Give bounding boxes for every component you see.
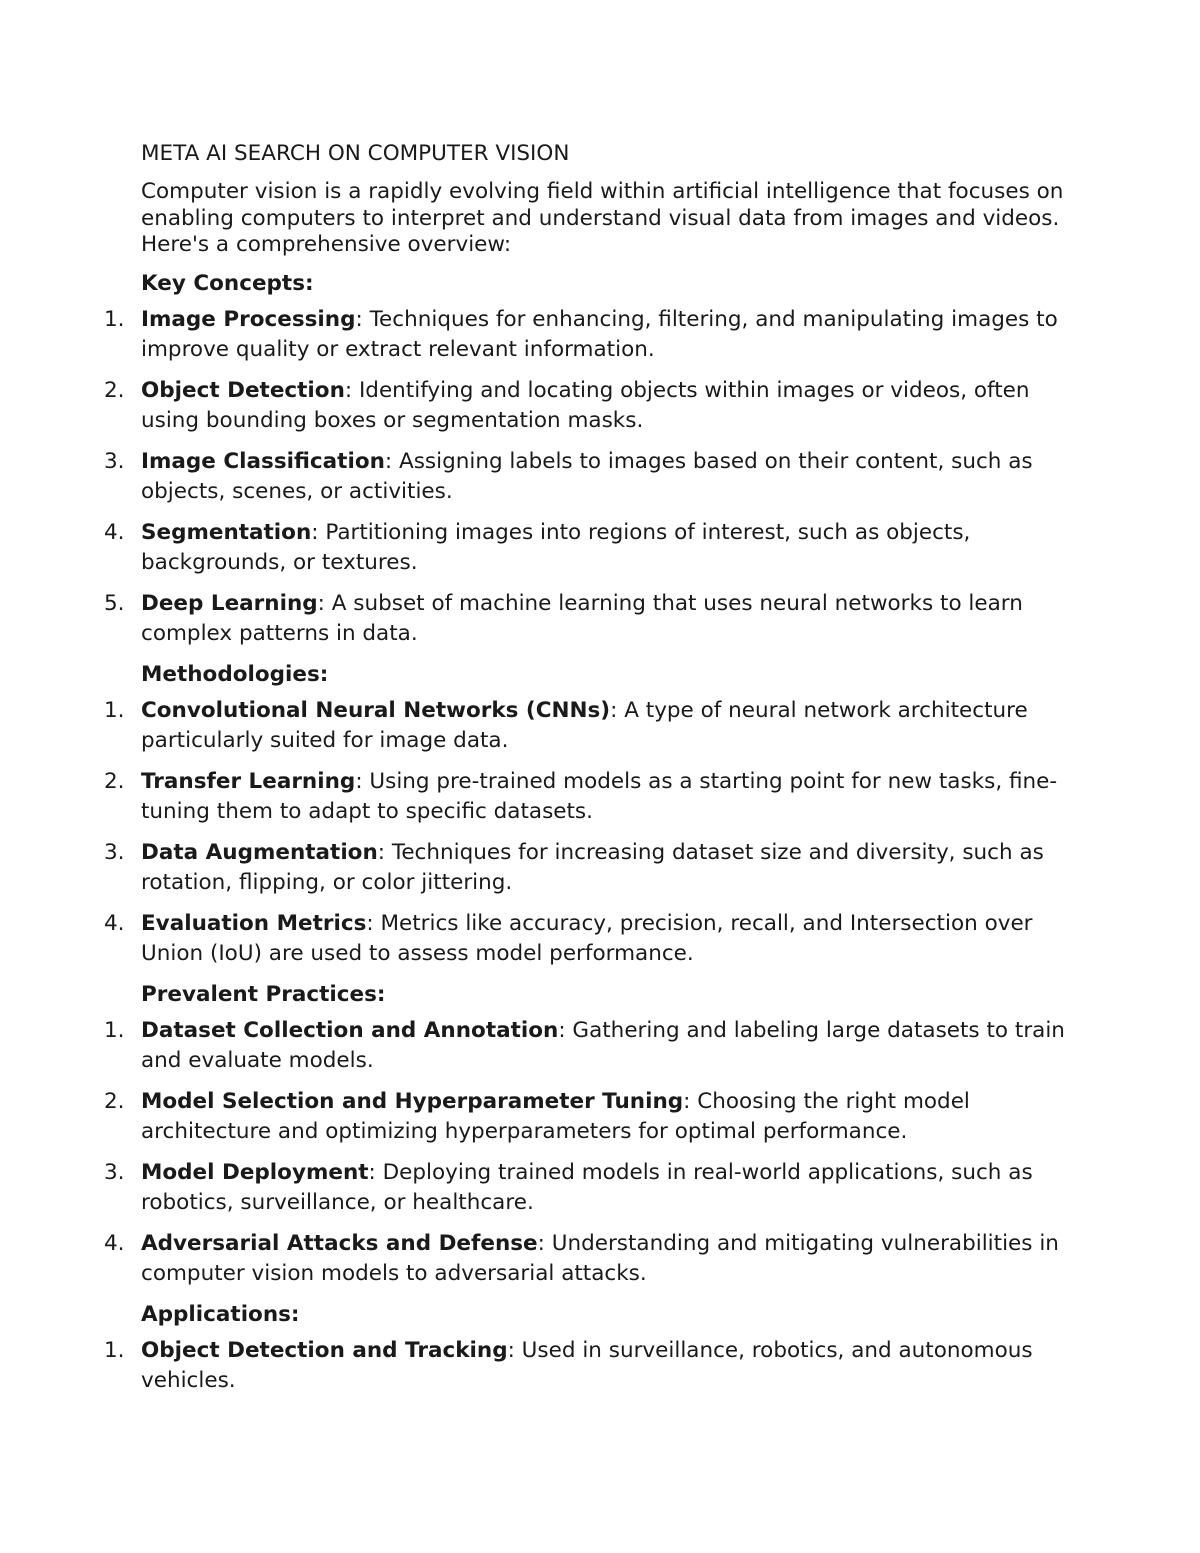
list-item xyxy=(104,305,1066,365)
item-number: 5. xyxy=(104,590,125,616)
list-item xyxy=(104,696,1066,756)
list-item xyxy=(104,767,1066,827)
item-number: 1. xyxy=(104,1017,125,1043)
list-item xyxy=(104,376,1066,436)
item-description: : A subset of machine learning that uses neural networks to learn complex patterns in data. xyxy=(141,590,1023,646)
document-page xyxy=(104,139,1066,1407)
item-term: Image Processing xyxy=(141,306,356,332)
item-number: 2. xyxy=(104,377,125,403)
item-number: 3. xyxy=(104,448,125,474)
item-term: Object Detection and Tracking xyxy=(141,1337,508,1363)
item-term: Data Augmentation xyxy=(141,839,378,865)
item-term: Model Selection and Hyperparameter Tuning xyxy=(141,1088,684,1114)
list-item xyxy=(104,909,1066,969)
list-item xyxy=(104,1158,1066,1218)
section-prevalent-practices xyxy=(104,980,1066,1289)
section-applications xyxy=(104,1300,1066,1396)
item-number: 1. xyxy=(104,1337,125,1363)
item-description: : Gathering and labeling large datasets to train and evaluate models. xyxy=(141,1017,1065,1073)
numbered-list xyxy=(104,305,1066,649)
list-item xyxy=(104,518,1066,578)
item-description: : Using pre-trained models as a starting point for new tasks, fine-tuning them to adapt to specific datasets. xyxy=(141,768,1058,824)
item-description: : Assigning labels to images based on their content, such as objects, scenes, or activities. xyxy=(141,448,1033,504)
item-number: 4. xyxy=(104,1230,125,1256)
list-item xyxy=(104,589,1066,649)
numbered-list xyxy=(104,696,1066,969)
item-term: Convolutional Neural Networks (CNNs) xyxy=(141,697,611,723)
item-term: Model Deployment xyxy=(141,1159,369,1185)
item-number: 4. xyxy=(104,519,125,545)
item-term: Evaluation Metrics xyxy=(141,910,367,936)
section-heading: Key Concepts: xyxy=(141,270,314,296)
item-term: Transfer Learning xyxy=(141,768,356,794)
list-item xyxy=(104,838,1066,898)
item-number: 3. xyxy=(104,839,125,865)
item-number: 2. xyxy=(104,1088,125,1114)
list-item xyxy=(104,1336,1066,1396)
item-term: Deep Learning xyxy=(141,590,318,616)
numbered-list xyxy=(104,1336,1066,1396)
item-description: : Deploying trained models in real-world applications, such as robotics, surveillance, or healthcare. xyxy=(141,1159,1033,1215)
item-term: Dataset Collection and Annotation xyxy=(141,1017,559,1043)
section-heading: Prevalent Practices: xyxy=(141,981,386,1007)
item-number: 1. xyxy=(104,306,125,332)
item-term: Object Detection xyxy=(141,377,345,403)
item-number: 2. xyxy=(104,768,125,794)
item-number: 1. xyxy=(104,697,125,723)
item-term: Segmentation xyxy=(141,519,312,545)
item-description: : Understanding and mitigating vulnerabilities in computer vision models to adversarial attacks. xyxy=(141,1230,1059,1286)
item-description: : Used in surveillance, robotics, and autonomous vehicles. xyxy=(141,1337,1033,1393)
item-description: : Identifying and locating objects within images or videos, often using bounding boxes or segmentation masks. xyxy=(141,377,1030,433)
item-term: Adversarial Attacks and Defense xyxy=(141,1230,538,1256)
section-heading: Methodologies: xyxy=(141,661,329,687)
list-item xyxy=(104,1087,1066,1147)
item-description: : Partitioning images into regions of interest, such as objects, backgrounds, or textures. xyxy=(141,519,971,575)
item-description: : Metrics like accuracy, precision, recall, and Intersection over Union (IoU) are used to assess model performance. xyxy=(141,910,1033,966)
list-item xyxy=(104,1229,1066,1289)
numbered-list xyxy=(104,1016,1066,1289)
section-key-concepts xyxy=(104,269,1066,649)
item-description: : Choosing the right model architecture and optimizing hyperparameters for optimal performance. xyxy=(141,1088,970,1144)
list-item xyxy=(104,1016,1066,1076)
item-term: Image Classification xyxy=(141,448,385,474)
item-description: : A type of neural network architecture particularly suited for image data. xyxy=(141,697,1028,753)
intro-paragraph: Computer vision is a rapidly evolving field within artificial intelligence that focuses on enabling computers to interpret and understand visual data from images and videos. Here's a comprehensive overview: xyxy=(141,179,1064,257)
section-heading: Applications: xyxy=(141,1301,300,1327)
document-title: META AI SEARCH ON COMPUTER VISION xyxy=(141,141,570,166)
item-description: : Techniques for enhancing, filtering, and manipulating images to improve quality or extract relevant information. xyxy=(141,306,1058,362)
section-methodologies xyxy=(104,660,1066,969)
item-number: 3. xyxy=(104,1159,125,1185)
list-item xyxy=(104,447,1066,507)
item-description: : Techniques for increasing dataset size and diversity, such as rotation, flipping, or color jittering. xyxy=(141,839,1044,895)
item-number: 4. xyxy=(104,910,125,936)
